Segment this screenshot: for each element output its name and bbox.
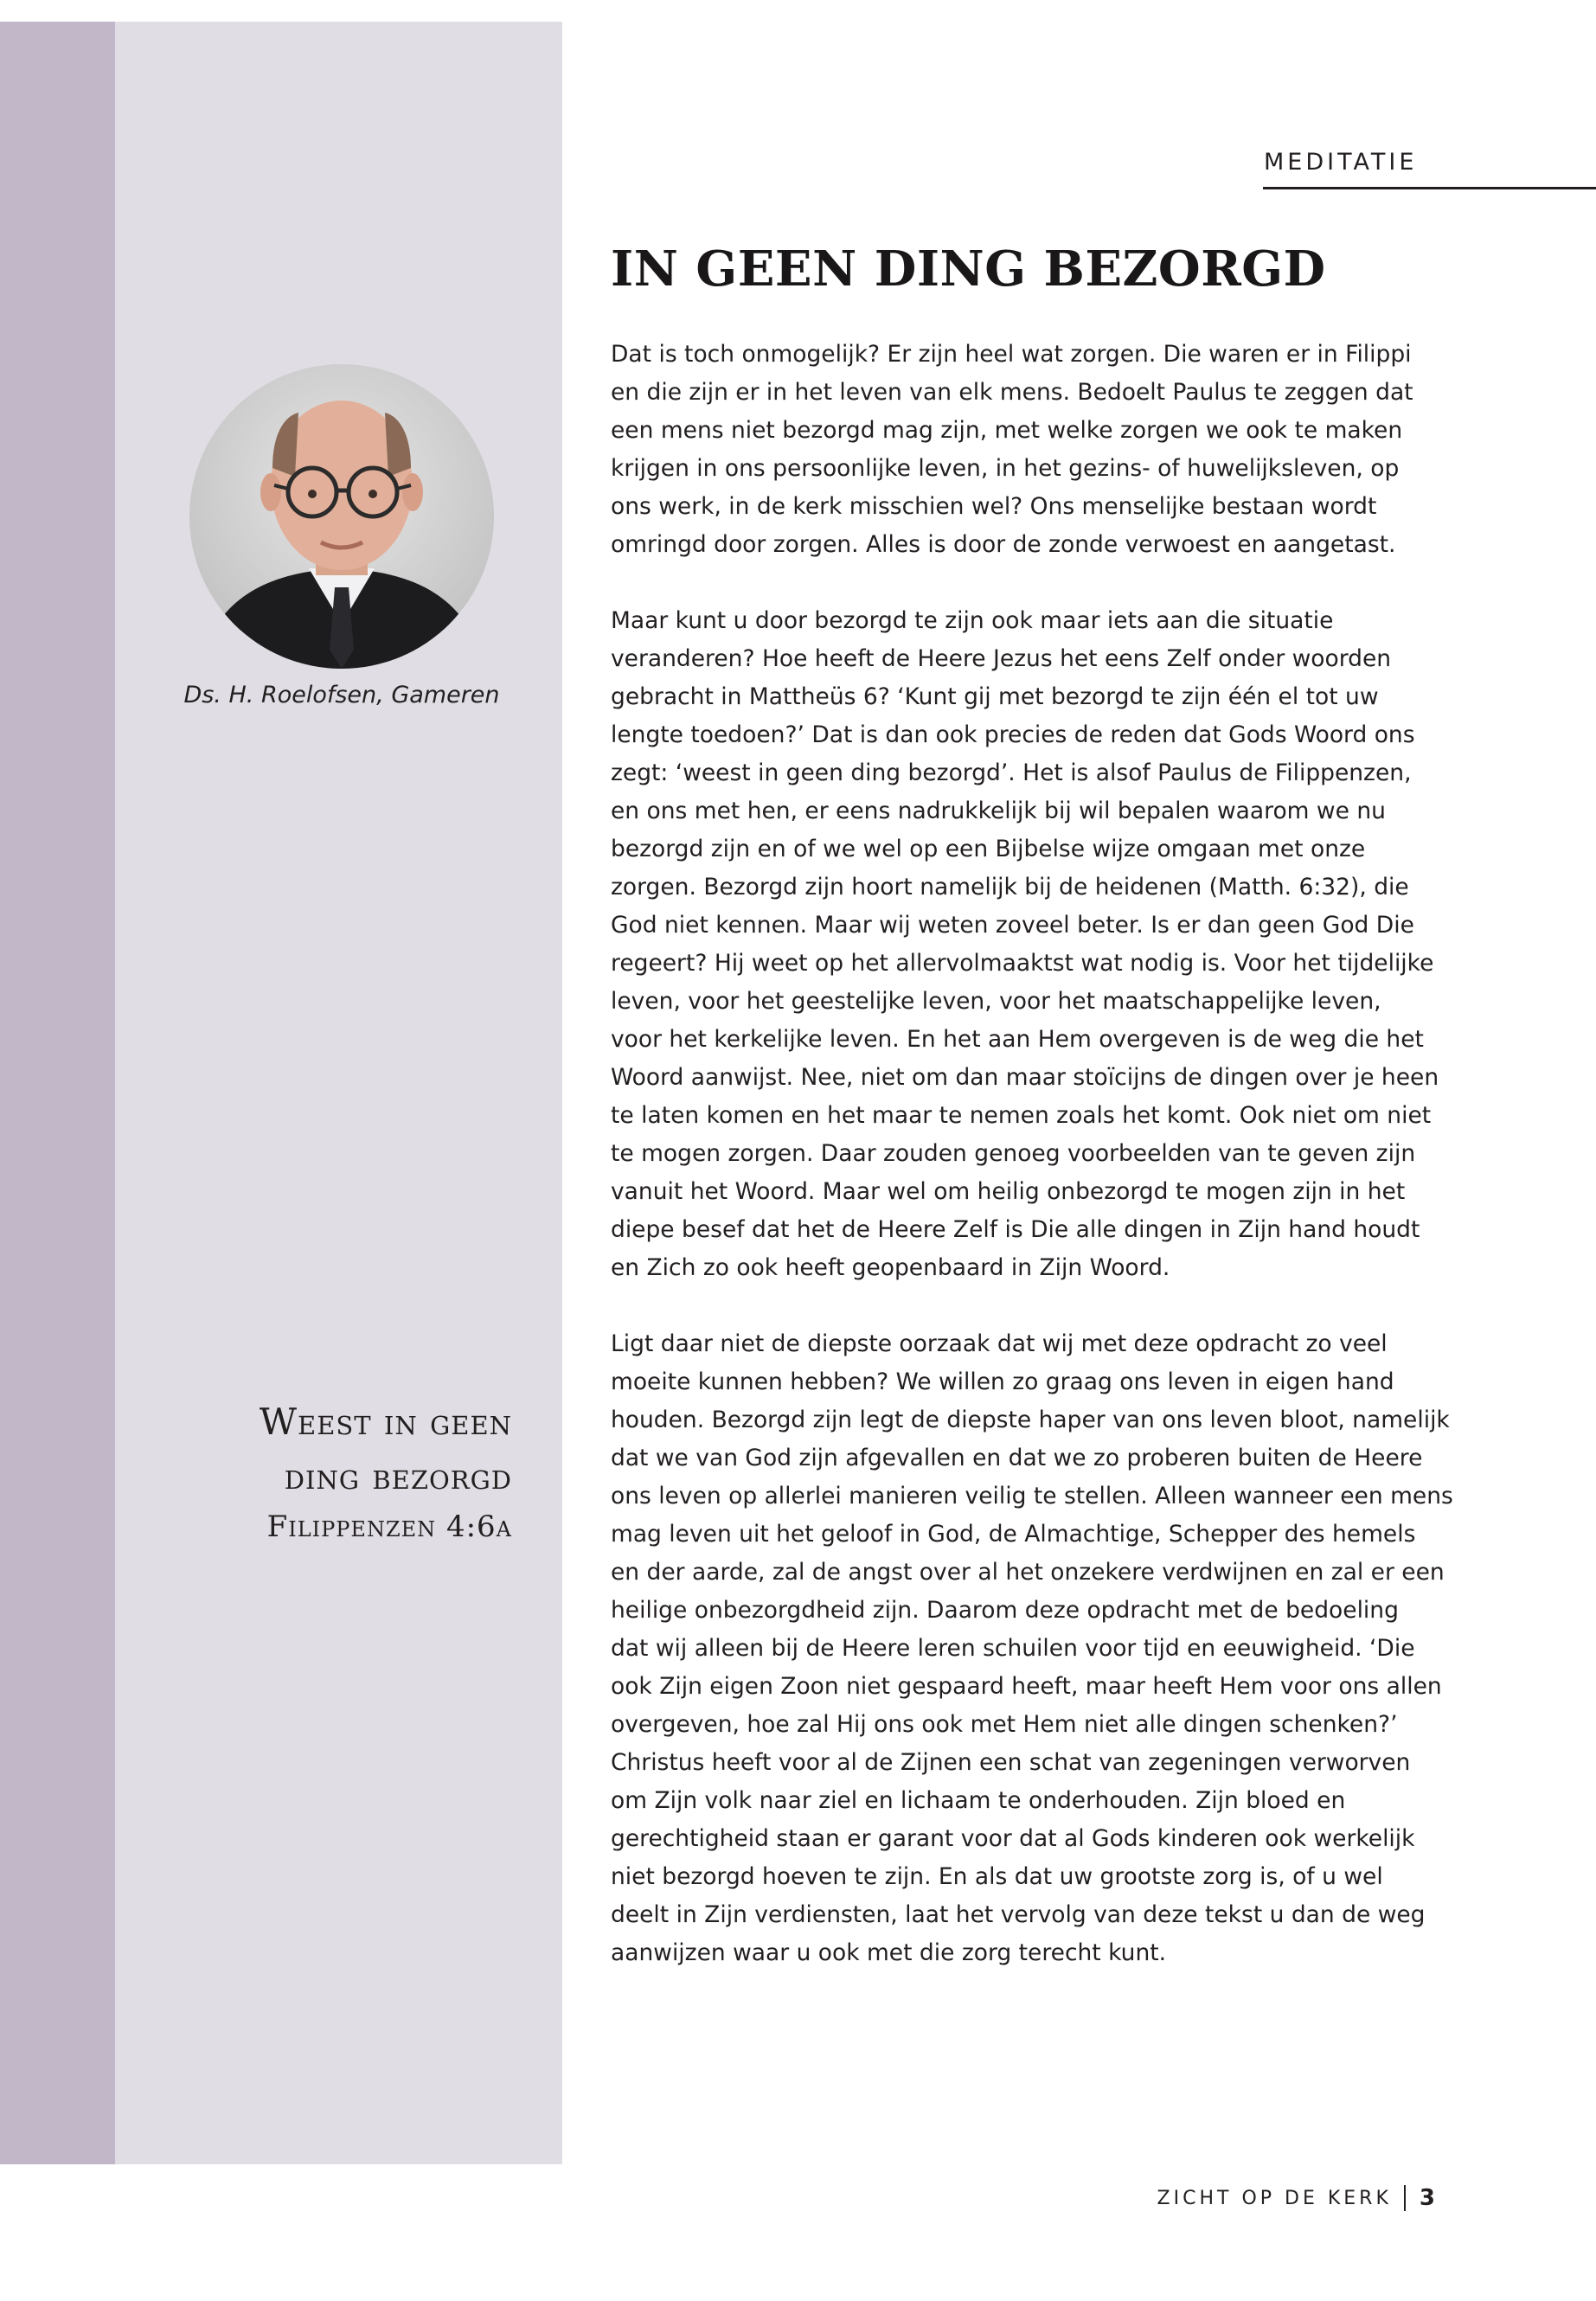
article-line: en Zich zo ook heeft geopenbaard in Zijn Woord. [611, 1254, 1170, 1281]
article-line: veranderen? Hoe heeft de Heere Jezus het eens Zelf onder woorden [611, 645, 1392, 672]
pull-quote [130, 1394, 512, 1550]
article-line: mag leven uit het geloof in God, de Almachtige, Schepper des hemels [611, 1521, 1416, 1548]
footer-divider [1404, 2185, 1406, 2211]
author-photo [189, 364, 494, 669]
article-line: te laten komen en het maar te nemen zoals het komt. Ook niet om niet [611, 1102, 1432, 1129]
article-line: houden. Bezorgd zijn legt de diepste haper van ons leven bloot, namelijk [611, 1407, 1450, 1433]
article-line: lengte toedoen?’ Dat is dan ook precies de reden dat Gods Woord ons [611, 721, 1415, 748]
article-line: Woord aanwijst. Nee, niet om dan maar stoïcijns de dingen over je heen [611, 1064, 1439, 1091]
pull-quote-line: Weest in geen [259, 1400, 512, 1443]
article-line: dat wij alleen bij de Heere leren schuilen voor tijd en eeuwigheid. ‘Die [611, 1635, 1415, 1662]
article-line: en ons met hen, er eens nadrukkelijk bij wil bepalen waarom we nu [611, 798, 1386, 824]
article-line: Christus heeft voor al de Zijnen een schat van zegeningen verworven [611, 1749, 1411, 1776]
article-line: zegt: ‘weest in geen ding bezorgd’. Het is alsof Paulus de Filippenzen, [611, 760, 1412, 786]
pull-quote-reference: Filippenzen 4:6a [266, 1509, 512, 1544]
article-line: een mens niet bezorgd mag zijn, met welke zorgen we ook te maken [611, 417, 1403, 444]
article-line: regeert? Hij weet op het allervolmaaktst wat nodig is. Voor het tijdelijke [611, 950, 1434, 977]
section-rule [1263, 187, 1596, 189]
page-number: 3 [1419, 2185, 1435, 2211]
article-paragraph [611, 1325, 1453, 1972]
article-line: voor het kerkelijke leven. En het aan Hem overgeven is de weg die het [611, 1026, 1424, 1053]
article-line: krijgen in ons persoonlijke leven, in het gezins- of huwelijksleven, op [611, 455, 1400, 482]
author-caption: Ds. H. Roelofsen, Gameren [183, 682, 500, 708]
article-line: Dat is toch onmogelijk? Er zijn heel wat zorgen. Die waren er in Filippi [611, 341, 1412, 368]
article-line: niet bezorgd hoeven te zijn. En als dat uw grootste zorg is, of u wel [611, 1863, 1383, 1890]
page-footer [1157, 2185, 1435, 2211]
article-line: aanwijzen waar u ook met die zorg terecht kunt. [611, 1939, 1167, 1966]
magazine-name: ZICHT OP DE KERK [1157, 2187, 1392, 2209]
article-line: ook Zijn eigen Zoon niet gespaard heeft, maar heeft Hem voor ons allen [611, 1673, 1442, 1700]
article-paragraph [611, 602, 1439, 1287]
article-line: om Zijn volk naar ziel en lichaam te onderhouden. Zijn bloed en [611, 1787, 1346, 1814]
article-title: IN GEEN DING BEZORGD [611, 240, 1326, 298]
article-line: Maar kunt u door bezorgd te zijn ook maar iets aan die situatie [611, 607, 1334, 634]
article-line: zorgen. Bezorgd zijn hoort namelijk bij de heidenen (Matth. 6:32), die [611, 874, 1409, 901]
article-line: God niet kennen. Maar wij weten zoveel beter. Is er dan geen God Die [611, 912, 1414, 939]
article-line: en der aarde, zal de angst over al het onzekere verdwijnen en zal er een [611, 1559, 1445, 1586]
article-line: bezorgd zijn en of we wel op een Bijbelse wijze omgaan met onze [611, 836, 1366, 862]
sidebar-panel [115, 22, 562, 2164]
article-line: ons leven op allerlei manieren veilig te stellen. Alleen wanneer een mens [611, 1483, 1453, 1509]
article-body [611, 336, 1453, 2010]
article-line: en die zijn er in het leven van elk mens. Bedoelt Paulus te zeggen dat [611, 379, 1413, 406]
pull-quote-line: ding bezorgd [284, 1455, 512, 1497]
article-line: deelt in Zijn verdiensten, laat het vervolg van deze tekst u dan de weg [611, 1901, 1426, 1928]
sidebar-accent-band [0, 22, 115, 2164]
article-line: overgeven, hoe zal Hij ons ook met Hem niet alle dingen schenken?’ [611, 1711, 1398, 1738]
article-line: leven, voor het geestelijke leven, voor het maatschappelijke leven, [611, 988, 1381, 1015]
article-paragraph [611, 336, 1413, 564]
article-line: Ligt daar niet de diepste oorzaak dat wij met deze opdracht zo veel [611, 1330, 1388, 1357]
article-line: heilige onbezorgdheid zijn. Daarom deze opdracht met de bedoeling [611, 1597, 1399, 1624]
article-line: ons werk, in de kerk misschien wel? Ons menselijke bestaan wordt [611, 493, 1377, 520]
article-line: diepe besef dat het de Heere Zelf is Die alle dingen in Zijn hand houdt [611, 1216, 1420, 1243]
section-label: MEDITATIE [1264, 149, 1418, 176]
article-line: gerechtigheid staan er garant voor dat al Gods kinderen ook werkelijk [611, 1825, 1415, 1852]
article-line: moeite kunnen hebben? We willen zo graag ons leven in eigen hand [611, 1368, 1394, 1395]
article-line: vanuit het Woord. Maar wel om heilig onbezorgd te mogen zijn in het [611, 1178, 1406, 1205]
article-line: gebracht in Mattheüs 6? ‘Kunt gij met bezorgd te zijn één el tot uw [611, 683, 1379, 710]
article-line: te mogen zorgen. Daar zouden genoeg voorbeelden van te geven zijn [611, 1140, 1416, 1167]
article-line: omringd door zorgen. Alles is door de zonde verwoest en aangetast. [611, 531, 1396, 558]
article-line: dat we van God zijn afgevallen en dat we zo proberen buiten de Heere [611, 1445, 1423, 1471]
